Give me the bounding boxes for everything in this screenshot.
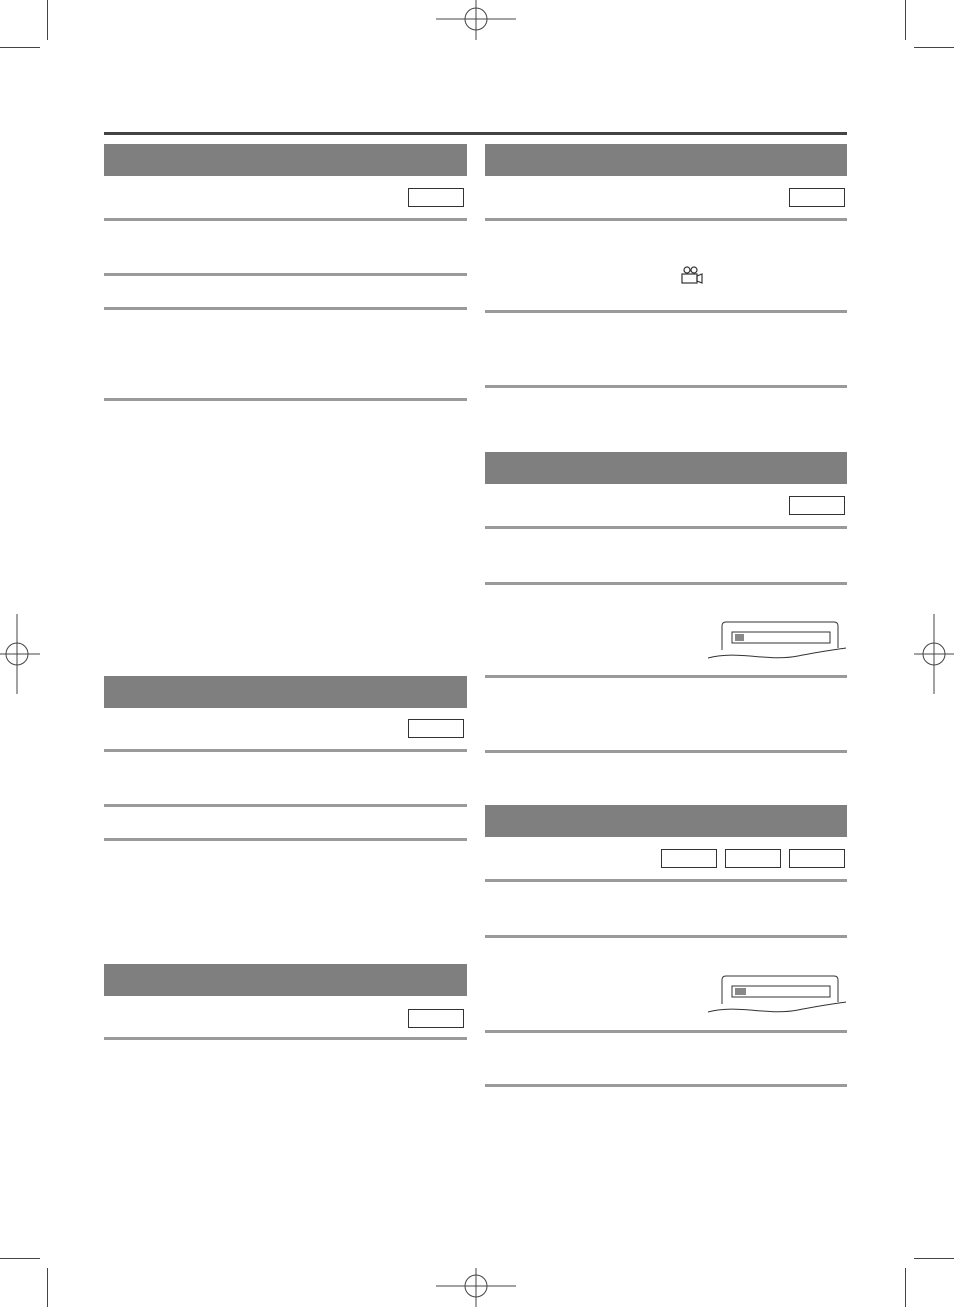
step-divider <box>485 1084 847 1087</box>
display-screen-icon <box>708 974 848 1016</box>
step-divider <box>104 273 467 276</box>
step-divider <box>104 218 467 221</box>
section-header-right-3 <box>485 805 847 837</box>
disc-badge <box>789 849 845 868</box>
step-divider <box>104 749 467 752</box>
step-divider <box>104 838 467 841</box>
crop-mark-bottom-left-v <box>47 1268 48 1307</box>
disc-badge <box>725 849 781 868</box>
crop-mark-top-left-v <box>47 0 48 40</box>
crop-mark-top-right-v <box>905 0 906 40</box>
step-divider <box>104 398 467 401</box>
registration-mark-icon <box>436 1268 516 1307</box>
crop-mark-top-right-h <box>914 47 954 48</box>
disc-badge <box>789 188 845 207</box>
step-divider <box>485 935 847 938</box>
disc-badge <box>408 1009 464 1028</box>
disc-badge <box>408 719 464 738</box>
display-screen-icon <box>708 620 848 662</box>
step-divider <box>104 1037 467 1040</box>
step-divider <box>485 879 847 882</box>
disc-badge <box>408 188 464 207</box>
crop-mark-top-left-h <box>0 47 40 48</box>
step-divider <box>104 804 467 807</box>
step-divider <box>485 582 847 585</box>
page-top-rule <box>104 132 847 135</box>
crop-mark-bottom-right-v <box>905 1268 906 1307</box>
registration-mark-icon <box>914 614 954 694</box>
step-divider <box>485 526 847 529</box>
section-header-right-2 <box>485 452 847 484</box>
disc-badge <box>661 849 717 868</box>
registration-mark-icon <box>0 614 40 694</box>
section-header-right-1 <box>485 144 847 176</box>
crop-mark-bottom-right-h <box>914 1258 954 1259</box>
registration-mark-icon <box>436 0 516 40</box>
step-divider <box>485 218 847 221</box>
step-divider <box>485 385 847 388</box>
crop-mark-bottom-left-h <box>0 1258 40 1259</box>
section-header-left-2 <box>104 676 467 708</box>
disc-badge <box>789 496 845 515</box>
section-header-left-1 <box>104 144 467 176</box>
camera-angle-icon <box>680 266 704 284</box>
step-divider <box>485 675 847 678</box>
step-divider <box>485 1030 847 1033</box>
step-divider <box>485 310 847 313</box>
step-divider <box>485 750 847 753</box>
step-divider <box>104 307 467 310</box>
section-header-left-3 <box>104 964 467 996</box>
